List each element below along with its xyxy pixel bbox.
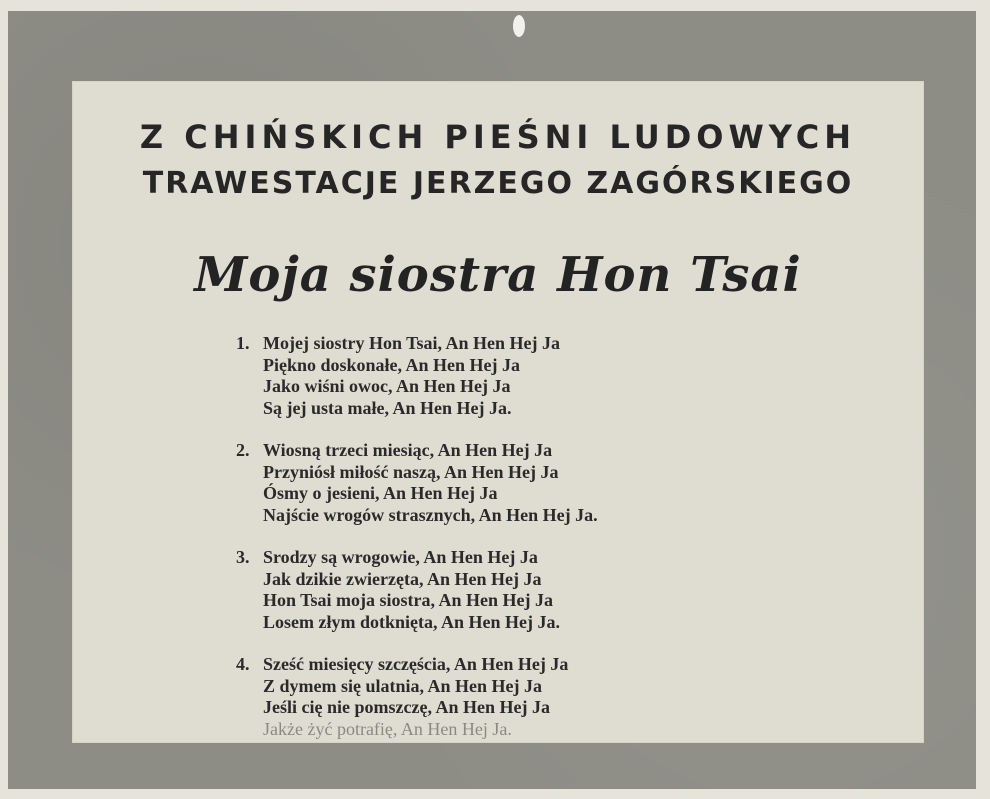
header-line-2: TRAWESTACJE JERZEGO ZAGÓRSKIEGO <box>142 166 854 201</box>
stanza-number: 4. <box>236 654 250 674</box>
stanza-1 <box>236 333 796 419</box>
verse-line: Jako wiśni owoc, An Hen Hej Ja <box>263 376 511 396</box>
verse-line: Najście wrogów strasznych, An Hen Hej Ja. <box>263 504 598 525</box>
stanza-lines <box>263 547 796 633</box>
poem-card <box>72 81 924 743</box>
stanza-number: 1. <box>236 333 250 353</box>
stanza-lines <box>263 333 796 419</box>
verse-line: Mojej siostry Hon Tsai, An Hen Hej Ja <box>263 333 561 353</box>
stanza-4 <box>236 654 796 740</box>
header-line-1: Z CHIŃSKICH PIEŚNI LUDOWYCH <box>139 118 857 156</box>
dark-frame-border <box>8 11 976 789</box>
stanza-lines <box>263 440 796 526</box>
verse-line: Jak dzikie zwierzęta, An Hen Hej Ja <box>263 568 542 589</box>
stanza-lines <box>263 654 796 740</box>
verse-line: Przyniósł miłość naszą, An Hen Hej Ja <box>263 461 559 482</box>
verse-line: Jakże żyć potrafię, An Hen Hej Ja. <box>263 718 512 739</box>
verse-line: Sześć miesięcy szczęścia, An Hen Hej Ja <box>263 654 569 674</box>
verse-line: Srodzy są wrogowie, An Hen Hej Ja <box>263 547 538 567</box>
verse-line: Ósmy o jesieni, An Hen Hej Ja <box>263 483 498 503</box>
stanza-2 <box>236 440 796 526</box>
stanza-3 <box>236 547 796 633</box>
verse-line: Losem złym dotknięta, An Hen Hej Ja. <box>263 611 560 632</box>
poem-title: Moja siostra Hon Tsai <box>194 247 802 303</box>
paper-hole-mark <box>513 15 525 37</box>
verse-line: Z dymem się ulatnia, An Hen Hej Ja <box>263 675 543 696</box>
poem-verses <box>236 333 796 761</box>
verse-line: Hon Tsai moja siostra, An Hen Hej Ja <box>263 590 554 610</box>
verse-line: Są jej usta małe, An Hen Hej Ja. <box>263 397 512 418</box>
stanza-number: 3. <box>236 547 250 567</box>
verse-line: Jeśli cię nie pomszczę, An Hen Hej Ja <box>263 697 550 717</box>
verse-line: Piękno doskonałe, An Hen Hej Ja <box>263 354 521 375</box>
stanza-number: 2. <box>236 440 250 460</box>
verse-line: Wiosną trzeci miesiąc, An Hen Hej Ja <box>263 440 553 460</box>
